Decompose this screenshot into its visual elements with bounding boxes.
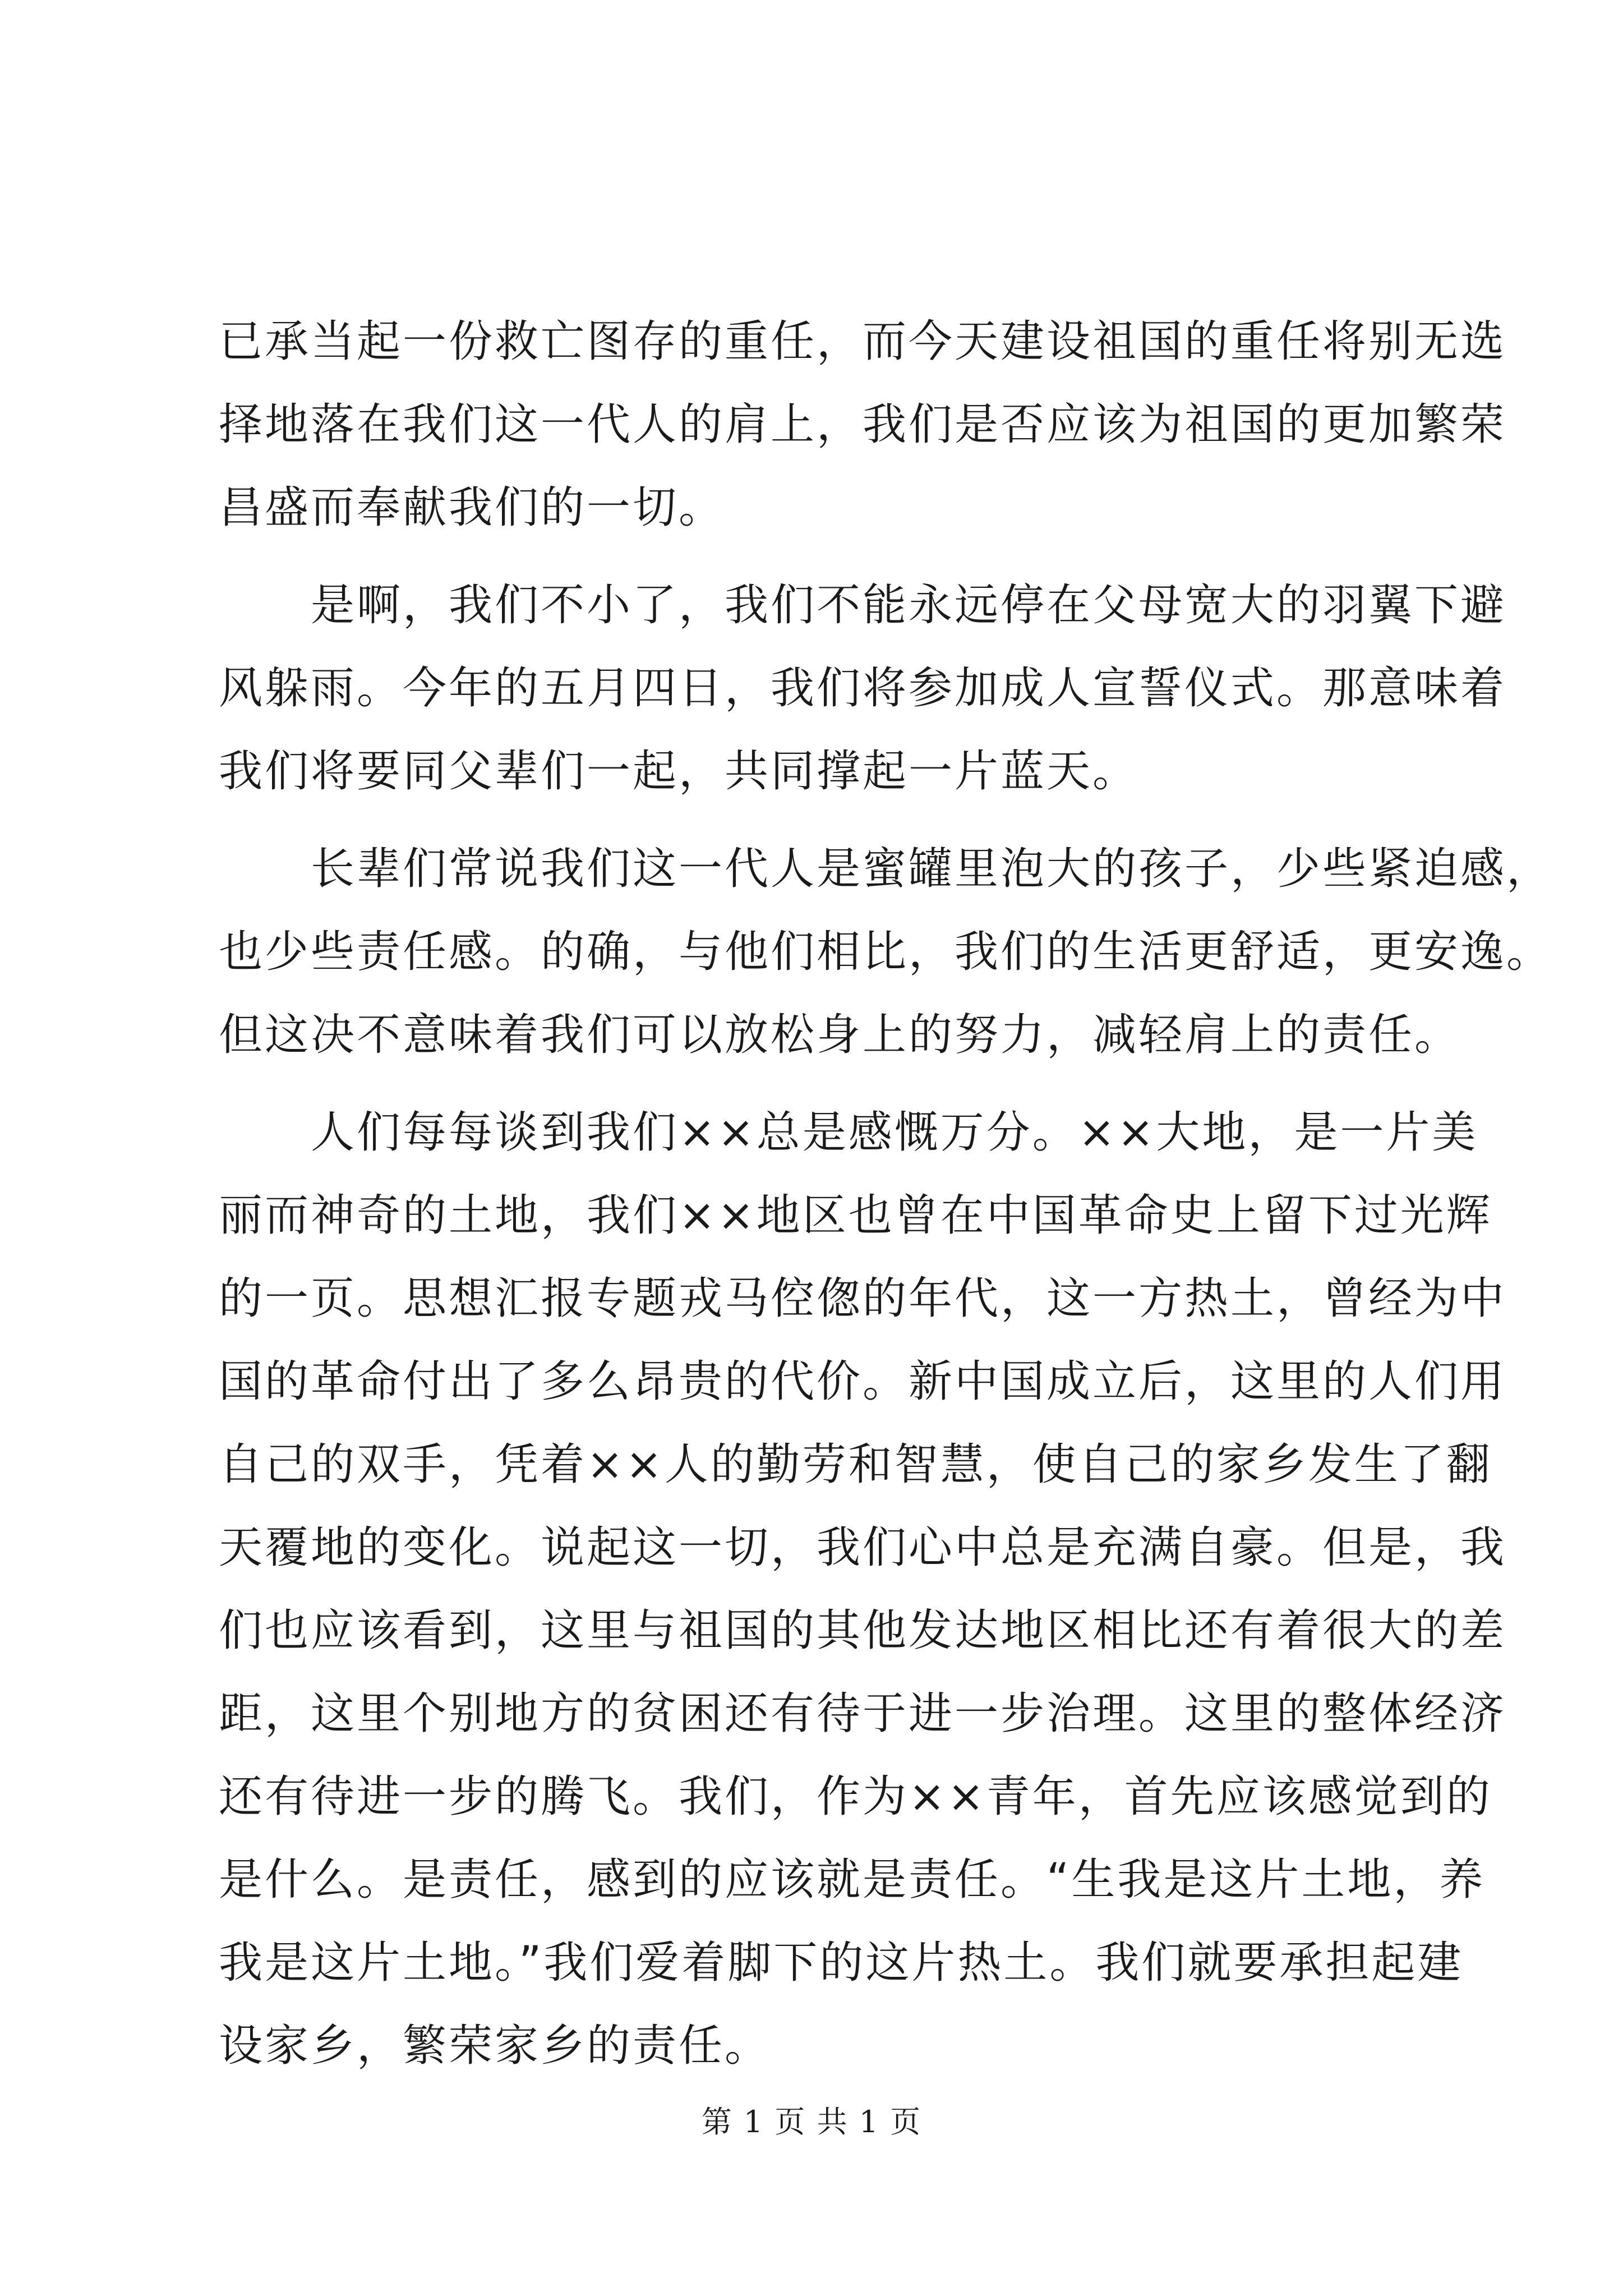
paragraph-line: 设家乡，繁荣家乡的责任。 (219, 2021, 771, 2071)
paragraph-line: 距，这里个别地方的贫困还有待于进一步治理。这里的整体经济 (219, 1688, 1507, 1739)
paragraph-line: 也少些责任感。的确，与他们相比，我们的生活更舒适，更安逸。 (219, 927, 1553, 977)
paragraph-line: 是什么。是责任，感到的应该就是责任。“生我是这片土地，养 (219, 1855, 1486, 1905)
paragraph-line: 天覆地的变化。说起这一切，我们心中总是充满自豪。但是，我 (219, 1522, 1507, 1573)
paragraph-line: 们也应该看到，这里与祖国的其他发达地区相比还有着很大的差 (219, 1605, 1507, 1656)
paragraph-3 (219, 827, 1553, 1076)
paragraph-line: 的一页。思想汇报专题戎马倥偬的年代，这一方热土，曾经为中 (219, 1273, 1507, 1324)
paragraph-spacer (219, 1076, 1419, 1091)
paragraph-line: 我是这片土地。”我们爱着脚下的这片热土。我们就要承担起建 (219, 1938, 1464, 1988)
paragraph-line: 但这决不意味着我们可以放松身上的努力，减轻肩上的责任。 (219, 1010, 1461, 1060)
paragraph-line: 我们将要同父辈们一起，共同撑起一片蓝天。 (219, 746, 1139, 797)
paragraph-line: 自己的双手，凭着××人的勤劳和智慧，使自己的家乡发生了翻 (219, 1439, 1492, 1490)
paragraph-line: 人们每每谈到我们××总是感慨万分。××大地，是一片美 (311, 1107, 1478, 1158)
document-body (219, 300, 1553, 2087)
paragraph-line: 长辈们常说我们这一代人是蜜罐里泡大的孩子，少些紧迫感， (311, 844, 1553, 894)
paragraph-spacer (219, 549, 1419, 564)
paragraph-line: 已承当起一份救亡图存的重任，而今天建设祖国的重任将别无选 (219, 316, 1507, 367)
paragraph-line: 风躲雨。今年的五月四日，我们将参加成人宣誓仪式。那意味着 (219, 663, 1507, 714)
paragraph-line: 择地落在我们这一代人的肩上，我们是否应该为祖国的更加繁荣 (219, 399, 1507, 450)
paragraph-line: 国的革命付出了多么昂贵的代价。新中国成立后，这里的人们用 (219, 1356, 1507, 1407)
paragraph-spacer (219, 813, 1419, 827)
paragraph-4 (219, 1091, 1507, 2087)
page-number-footer: 第 1 页 共 1 页 (701, 2104, 922, 2139)
paragraph-line: 昌盛而奉献我们的一切。 (219, 482, 725, 533)
paragraph-line: 丽而神奇的土地，我们××地区也曾在中国革命史上留下过光辉 (219, 1190, 1492, 1241)
paragraph-line: 是啊，我们不小了，我们不能永远停在父母宽大的羽翼下避 (311, 580, 1507, 631)
paragraph-line: 还有待进一步的腾飞。我们，作为××青年，首先应该感觉到的 (219, 1772, 1492, 1822)
paragraph-1 (219, 300, 1507, 549)
paragraph-2 (219, 564, 1507, 813)
